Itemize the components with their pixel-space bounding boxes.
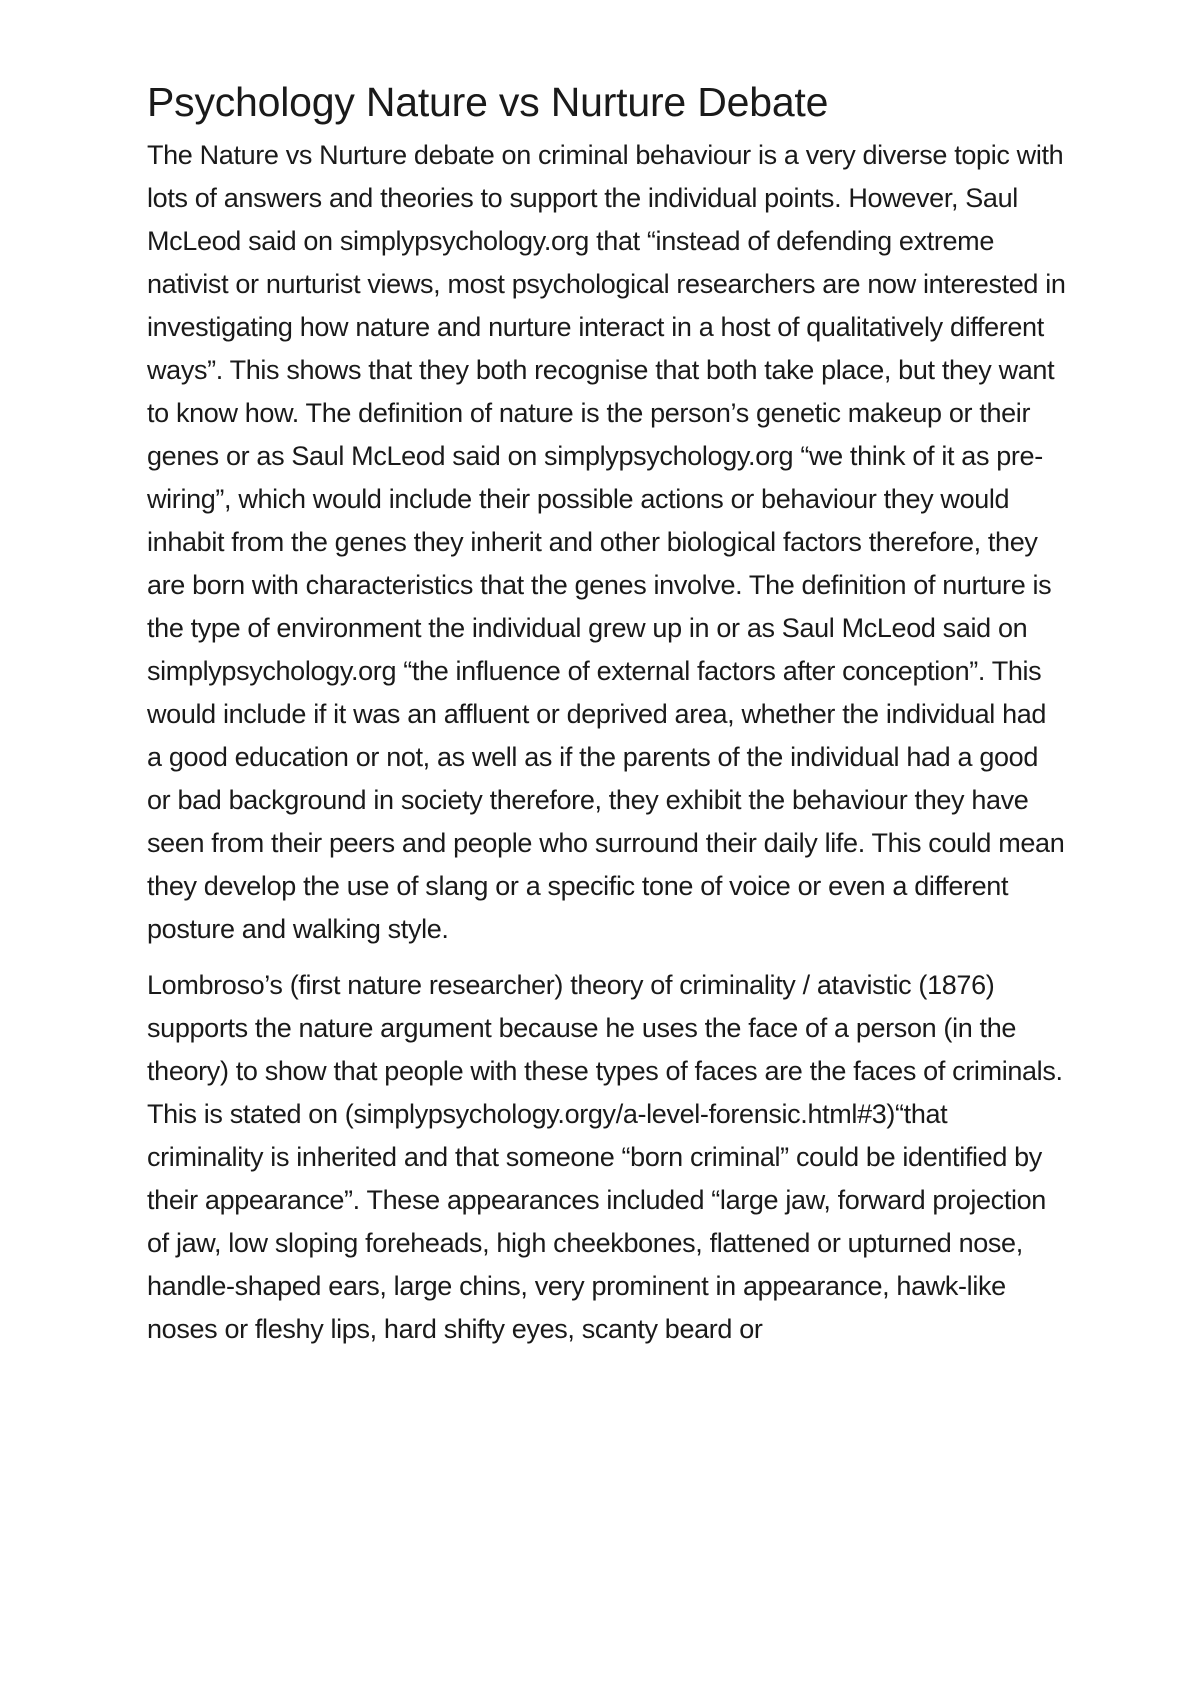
document-page	[147, 72, 1067, 1364]
document-title: Psychology Nature vs Nurture Debate	[147, 79, 829, 125]
paragraph-lombroso-theory: Lombroso’s (first nature researcher) theory of criminality / atavistic (1876) supports the nature argument because he uses the face of a person (in the theory) to show that people with these types of faces are the faces of criminals. This is stated on (simplypsychology.orgy/a-level-forensic.html#3)“that criminality is inherited and that someone “born criminal” could be identified by their appearance”. These appearances included “large jaw, forward projection of jaw, low sloping foreheads, high cheekbones, flattened or upturned nose, handle-shaped ears, large chins, very prominent in appearance, hawk-like noses or fleshy lips, hard shifty eyes, scanty beard or	[147, 970, 1063, 1344]
paragraph-nature-nurture-definitions: The Nature vs Nurture debate on criminal behaviour is a very diverse topic with lots of answers and theories to support the individual points. However, Saul McLeod said on simplypsychology.org that “instead of defending extreme nativist or nurturist views, most psychological researchers are now interested in investigating how nature and nurture interact in a host of qualitatively different ways”. This shows that they both recognise that both take place, but they want to know how. The definition of nature is the person’s genetic makeup or their genes or as Saul McLeod said on simplypsychology.org “we think of it as pre-wiring”, which would include their possible actions or behaviour they would inhabit from the genes they inherit and other biological factors therefore, they are born with characteristics that the genes involve. The definition of nurture is the type of environment the individual grew up in or as Saul McLeod said on simplypsychology.org “the influence of external factors after conception”. This would include if it was an affluent or deprived area, whether the individual had a good education or not, as well as if the parents of the individual had a good or bad background in society therefore, they exhibit the behaviour they have seen from their peers and people who surround their daily life. This could mean they develop the use of slang or a specific tone of voice or even a different posture and walking style.	[147, 140, 1066, 944]
